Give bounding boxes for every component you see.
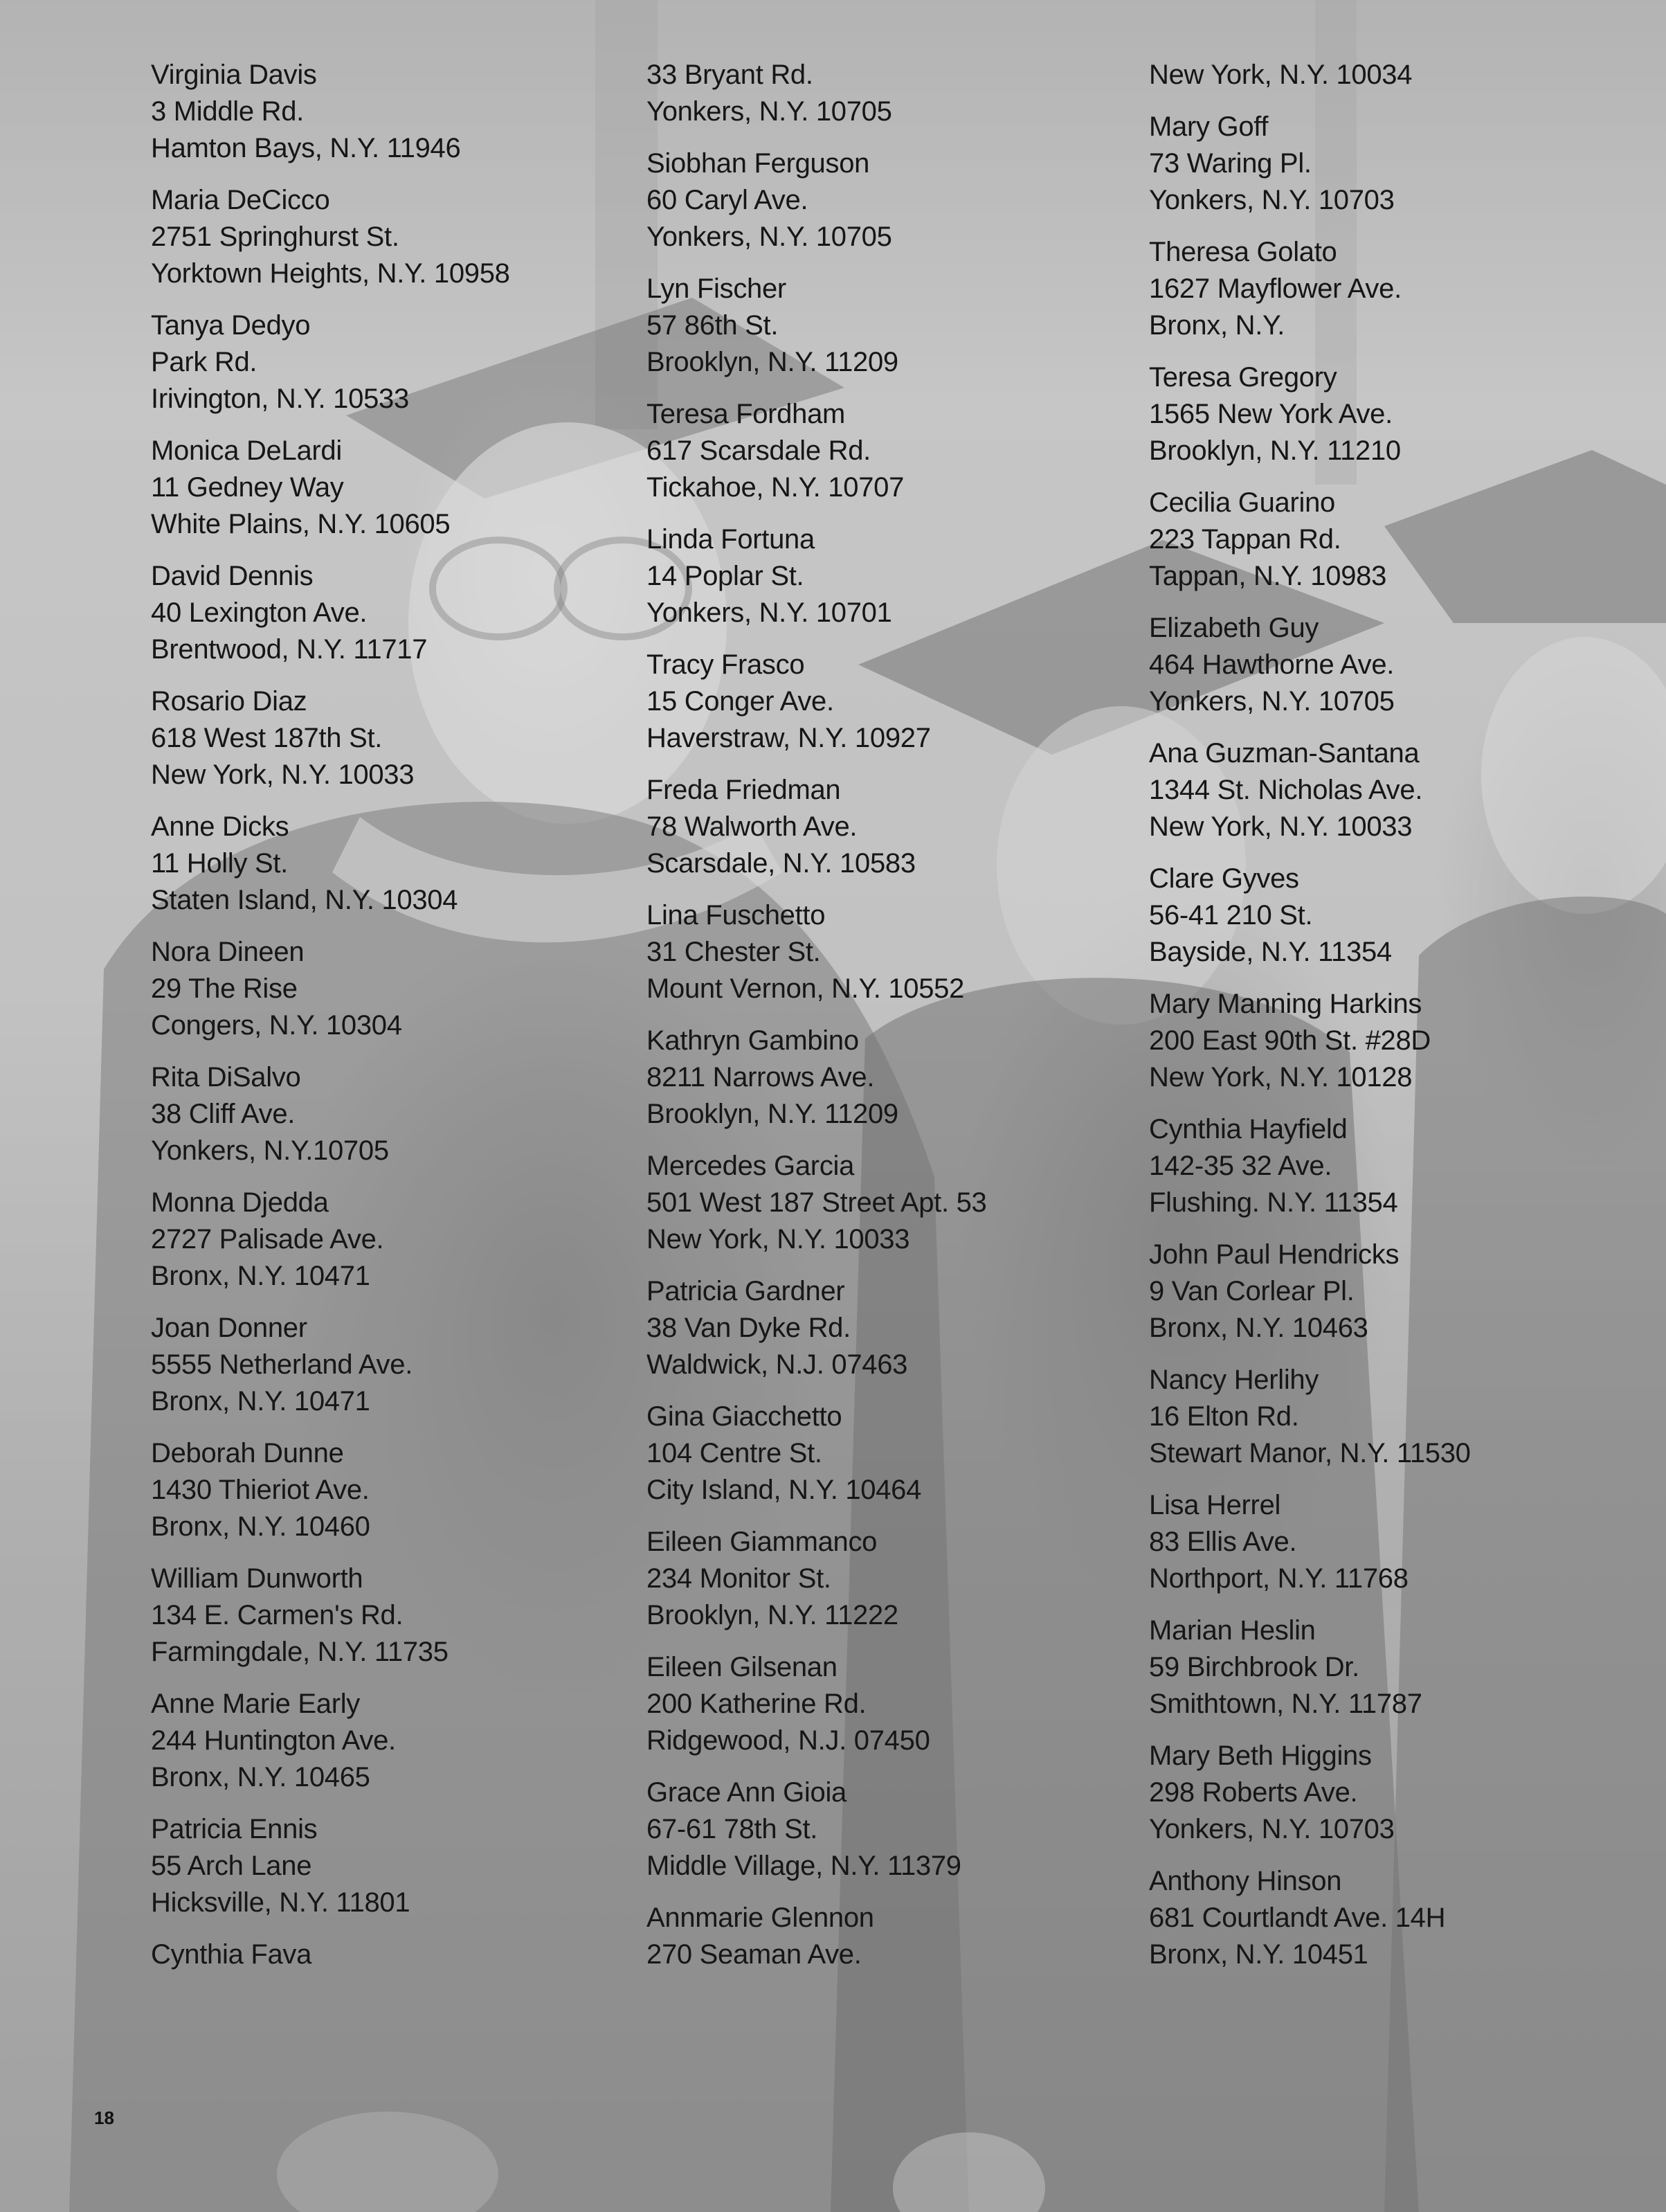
entry-address-line: Mount Vernon, N.Y. 10552	[646, 973, 965, 1004]
entry-address-line: Bayside, N.Y. 11354	[1149, 937, 1392, 967]
address-entry	[646, 647, 1159, 757]
address-entry	[1149, 610, 1661, 720]
entry-name: Mercedes Garcia	[646, 1151, 855, 1181]
entry-address-line: Bronx, N.Y.	[1149, 310, 1285, 341]
directory-column-3	[1149, 57, 1661, 1988]
address-entry	[646, 1273, 1159, 1383]
entry-name: Theresa Golato	[1149, 237, 1337, 267]
entry-address-line: Middle Village, N.Y. 11379	[646, 1851, 961, 1881]
entry-name: Tanya Dedyo	[151, 310, 311, 341]
entry-address-line: 1565 New York Ave.	[1149, 399, 1393, 429]
entry-address-line: Yonkers, N.Y. 10705	[1149, 686, 1395, 717]
entry-address-line: 60 Caryl Ave.	[646, 185, 808, 215]
address-entry	[646, 772, 1159, 882]
entry-address-line: Park Rd.	[151, 347, 257, 377]
entry-address-line: Brooklyn, N.Y. 11209	[646, 347, 898, 377]
entry-name: Mary Goff	[1149, 111, 1269, 142]
entry-address-line: Irivington, N.Y. 10533	[151, 384, 409, 414]
entry-address-line: Brooklyn, N.Y. 11210	[1149, 435, 1401, 466]
entry-address-line: 298 Roberts Ave.	[1149, 1777, 1358, 1808]
entry-address-line: Stewart Manor, N.Y. 11530	[1149, 1438, 1471, 1468]
entry-address-line: New York, N.Y. 10033	[646, 1224, 910, 1255]
entry-address-line: Yonkers, N.Y. 10703	[1149, 185, 1395, 215]
entry-address-line: 11 Holly St.	[151, 848, 288, 879]
entry-name: Lyn Fischer	[646, 273, 786, 304]
entry-address-line: 2751 Springhurst St.	[151, 222, 399, 252]
entry-address-line: Bronx, N.Y. 10471	[151, 1261, 370, 1291]
entry-address-line: 223 Tappan Rd.	[1149, 524, 1341, 555]
entry-address-line: 3 Middle Rd.	[151, 96, 304, 127]
entry-address-line: 5555 Netherland Ave.	[151, 1349, 413, 1380]
entry-address-line: White Plains, N.Y. 10605	[151, 509, 451, 539]
entry-address-line: Brentwood, N.Y. 11717	[151, 634, 428, 665]
address-entry	[646, 1900, 1159, 1973]
entry-address-line: Cynthia Fava	[151, 1939, 312, 1970]
address-entry	[151, 1435, 663, 1545]
entry-address-line: 59 Birchbrook Dr.	[1149, 1652, 1359, 1682]
entry-address-line: 57 86th St.	[646, 310, 779, 341]
entry-address-line: New York, N.Y. 10033	[151, 759, 415, 790]
entry-address-line: 1344 St. Nicholas Ave.	[1149, 775, 1423, 805]
entry-address-line: Brooklyn, N.Y. 11222	[646, 1600, 898, 1630]
entry-name: John Paul Hendricks	[1149, 1239, 1400, 1270]
address-entry	[646, 1399, 1159, 1509]
entry-address-line: 56-41 210 St.	[1149, 900, 1313, 930]
address-entry	[151, 1561, 663, 1671]
entry-address-line: 1627 Mayflower Ave.	[1149, 273, 1402, 304]
entry-address-line: Hicksville, N.Y. 11801	[151, 1887, 410, 1918]
directory-column-1	[151, 57, 663, 1988]
address-entry	[646, 1023, 1159, 1133]
page-number: 18	[94, 2107, 114, 2128]
entry-name: Teresa Fordham	[646, 399, 846, 429]
address-entry	[646, 145, 1159, 255]
entry-address-line: Staten Island, N.Y. 10304	[151, 885, 458, 915]
entry-name: Monna Djedda	[151, 1187, 329, 1218]
address-entry	[1149, 57, 1661, 93]
address-entry	[1149, 485, 1661, 595]
address-entry	[1149, 735, 1661, 845]
entry-address-line: Bronx, N.Y. 10471	[151, 1386, 370, 1417]
entry-address-line: Tappan, N.Y. 10983	[1149, 561, 1387, 591]
entry-address-line: Bronx, N.Y. 10460	[151, 1511, 370, 1542]
entry-name: Teresa Gregory	[1149, 362, 1337, 393]
address-entry	[151, 558, 663, 668]
address-entry	[151, 1686, 663, 1796]
entry-address-line: 14 Poplar St.	[646, 561, 804, 591]
entry-name: Deborah Dunne	[151, 1438, 344, 1468]
address-entry	[646, 271, 1159, 381]
entry-address-line: 681 Courtlandt Ave. 14H	[1149, 1903, 1446, 1933]
entry-address-line: 244 Huntington Ave.	[151, 1725, 396, 1756]
entry-address-line: Haverstraw, N.Y. 10927	[646, 723, 931, 753]
address-entry	[151, 809, 663, 919]
entry-address-line: Brooklyn, N.Y. 11209	[646, 1099, 898, 1129]
entry-address-line: New York, N.Y. 10034	[1149, 60, 1413, 90]
entry-name: Mary Manning Harkins	[1149, 989, 1422, 1019]
address-entry	[1149, 1362, 1661, 1472]
address-entry	[151, 1811, 663, 1921]
entry-address-line: 464 Hawthorne Ave.	[1149, 649, 1395, 680]
entry-address-line: Flushing. N.Y. 11354	[1149, 1187, 1398, 1218]
entry-name: Kathryn Gambino	[646, 1025, 859, 1056]
entry-address-line: 234 Monitor St.	[646, 1563, 831, 1594]
entry-address-line: Yonkers, N.Y. 10703	[1149, 1814, 1395, 1844]
entry-name: Eileen Giammanco	[646, 1527, 878, 1557]
entry-address-line: Farmingdale, N.Y. 11735	[151, 1637, 449, 1667]
entry-name: Tracy Frasco	[646, 649, 805, 680]
entry-name: Joan Donner	[151, 1313, 307, 1343]
address-entry	[1149, 109, 1661, 219]
address-entry	[151, 433, 663, 543]
entry-address-line: 200 Katherine Rd.	[646, 1689, 867, 1719]
entry-address-line: 104 Centre St.	[646, 1438, 822, 1468]
entry-name: Siobhan Ferguson	[646, 148, 870, 179]
entry-address-line: Ridgewood, N.J. 07450	[646, 1725, 930, 1756]
entry-address-line: Hamton Bays, N.Y. 11946	[151, 133, 461, 163]
entry-address-line: 617 Scarsdale Rd.	[646, 435, 871, 466]
entry-address-line: 1430 Thieriot Ave.	[151, 1475, 370, 1505]
address-entry	[151, 1936, 663, 1973]
address-entry	[1149, 1487, 1661, 1597]
address-entry	[151, 934, 663, 1044]
entry-name: Grace Ann Gioia	[646, 1777, 846, 1808]
entry-name: Patricia Ennis	[151, 1814, 318, 1844]
entry-address-line: Congers, N.Y. 10304	[151, 1010, 402, 1041]
entry-address-line: Yonkers, N.Y. 10705	[646, 222, 892, 252]
entry-address-line: 11 Gedney Way	[151, 472, 344, 503]
address-entry	[1149, 986, 1661, 1096]
address-entry	[151, 57, 663, 167]
entry-name: Lina Fuschetto	[646, 900, 826, 930]
address-entry	[646, 1524, 1159, 1634]
address-entry	[151, 307, 663, 417]
entry-name: Cynthia Hayfield	[1149, 1114, 1348, 1144]
entry-address-line: 16 Elton Rd.	[1149, 1401, 1299, 1432]
entry-address-line: 142-35 32 Ave.	[1149, 1151, 1332, 1181]
entry-name: 33 Bryant Rd.	[646, 60, 813, 90]
address-entry	[151, 1059, 663, 1169]
entry-address-line: Yonkers, N.Y. 10705	[646, 96, 892, 127]
entry-address-line: Northport, N.Y. 11768	[1149, 1563, 1409, 1594]
entry-name: Virginia Davis	[151, 60, 317, 90]
entry-address-line: 38 Cliff Ave.	[151, 1099, 296, 1129]
entry-name: Linda Fortuna	[646, 524, 815, 555]
entry-name: William Dunworth	[151, 1563, 363, 1594]
address-entry	[1149, 1237, 1661, 1347]
entry-address-line: Bronx, N.Y. 10463	[1149, 1313, 1368, 1343]
address-entry	[646, 1649, 1159, 1759]
entry-address-line: 67-61 78th St.	[646, 1814, 818, 1844]
entry-name: Nancy Herlihy	[1149, 1365, 1319, 1395]
entry-name: Freda Friedman	[646, 775, 841, 805]
entry-address-line: 83 Ellis Ave.	[1149, 1527, 1297, 1557]
entry-name: Annmarie Glennon	[646, 1903, 874, 1933]
entry-name: Elizabeth Guy	[1149, 613, 1319, 643]
address-entry	[151, 182, 663, 292]
entry-address-line: 9 Van Corlear Pl.	[1149, 1276, 1355, 1306]
entry-address-line: 270 Seaman Ave.	[646, 1939, 862, 1970]
entry-address-line: Waldwick, N.J. 07463	[646, 1349, 908, 1380]
address-entry	[1149, 1738, 1661, 1848]
entry-name: David Dennis	[151, 561, 314, 591]
address-entry	[151, 1310, 663, 1420]
address-entry	[646, 396, 1159, 506]
entry-address-line: New York, N.Y. 10033	[1149, 811, 1413, 842]
entry-address-line: Yorktown Heights, N.Y. 10958	[151, 258, 510, 289]
entry-address-line: Bronx, N.Y. 10451	[1149, 1939, 1368, 1970]
address-entry	[1149, 234, 1661, 344]
entry-address-line: 38 Van Dyke Rd.	[646, 1313, 851, 1343]
address-entry	[151, 1185, 663, 1295]
entry-address-line: 2727 Palisade Ave.	[151, 1224, 384, 1255]
entry-name: Maria DeCicco	[151, 185, 330, 215]
entry-name: Marian Heslin	[1149, 1615, 1316, 1646]
address-entry	[646, 897, 1159, 1007]
address-entry	[1149, 359, 1661, 469]
address-entry	[1149, 1863, 1661, 1973]
address-entry	[151, 683, 663, 793]
entry-address-line: New York, N.Y. 10128	[1149, 1062, 1413, 1092]
entry-address-line: 8211 Narrows Ave.	[646, 1062, 875, 1092]
entry-name: Mary Beth Higgins	[1149, 1741, 1372, 1771]
entry-address-line: 78 Walworth Ave.	[646, 811, 858, 842]
entry-address-line: Smithtown, N.Y. 11787	[1149, 1689, 1422, 1719]
address-entry	[646, 1774, 1159, 1885]
entry-name: Ana Guzman-Santana	[1149, 738, 1420, 768]
address-entry	[1149, 1111, 1661, 1221]
entry-name: Anthony Hinson	[1149, 1866, 1342, 1896]
address-entry	[646, 1148, 1159, 1258]
entry-address-line: 73 Waring Pl.	[1149, 148, 1312, 179]
entry-address-line: 618 West 187th St.	[151, 723, 383, 753]
entry-name: Rita DiSalvo	[151, 1062, 301, 1092]
entry-address-line: 40 Lexington Ave.	[151, 597, 368, 628]
entry-name: Cecilia Guarino	[1149, 487, 1335, 518]
directory-column-2	[646, 57, 1159, 1988]
entry-name: Nora Dineen	[151, 937, 305, 967]
entry-name: Rosario Diaz	[151, 686, 307, 717]
entry-address-line: Scarsdale, N.Y. 10583	[646, 848, 916, 879]
entry-address-line: Bronx, N.Y. 10465	[151, 1762, 370, 1792]
entry-address-line: Yonkers, N.Y. 10701	[646, 597, 892, 628]
address-entry	[1149, 1612, 1661, 1723]
entry-address-line: 31 Chester St.	[646, 937, 821, 967]
entry-address-line: 15 Conger Ave.	[646, 686, 834, 717]
address-entry	[646, 57, 1159, 130]
entry-address-line: 134 E. Carmen's Rd.	[151, 1600, 404, 1630]
entry-address-line: 29 The Rise	[151, 973, 298, 1004]
entry-name: Patricia Gardner	[646, 1276, 845, 1306]
entry-address-line: 501 West 187 Street Apt. 53	[646, 1187, 987, 1218]
entry-name: Anne Dicks	[151, 811, 289, 842]
entry-address-line: 200 East 90th St. #28D	[1149, 1025, 1431, 1056]
entry-address-line: Tickahoe, N.Y. 10707	[646, 472, 905, 503]
entry-address-line: 55 Arch Lane	[151, 1851, 312, 1881]
address-entry	[1149, 861, 1661, 971]
entry-name: Clare Gyves	[1149, 863, 1299, 894]
entry-address-line: City Island, N.Y. 10464	[646, 1475, 922, 1505]
entry-name: Anne Marie Early	[151, 1689, 360, 1719]
entry-name: Monica DeLardi	[151, 435, 342, 466]
entry-name: Gina Giacchetto	[646, 1401, 842, 1432]
address-entry	[646, 521, 1159, 631]
entry-name: Lisa Herrel	[1149, 1490, 1281, 1520]
entry-name: Eileen Gilsenan	[646, 1652, 837, 1682]
entry-address-line: Yonkers, N.Y.10705	[151, 1135, 389, 1166]
